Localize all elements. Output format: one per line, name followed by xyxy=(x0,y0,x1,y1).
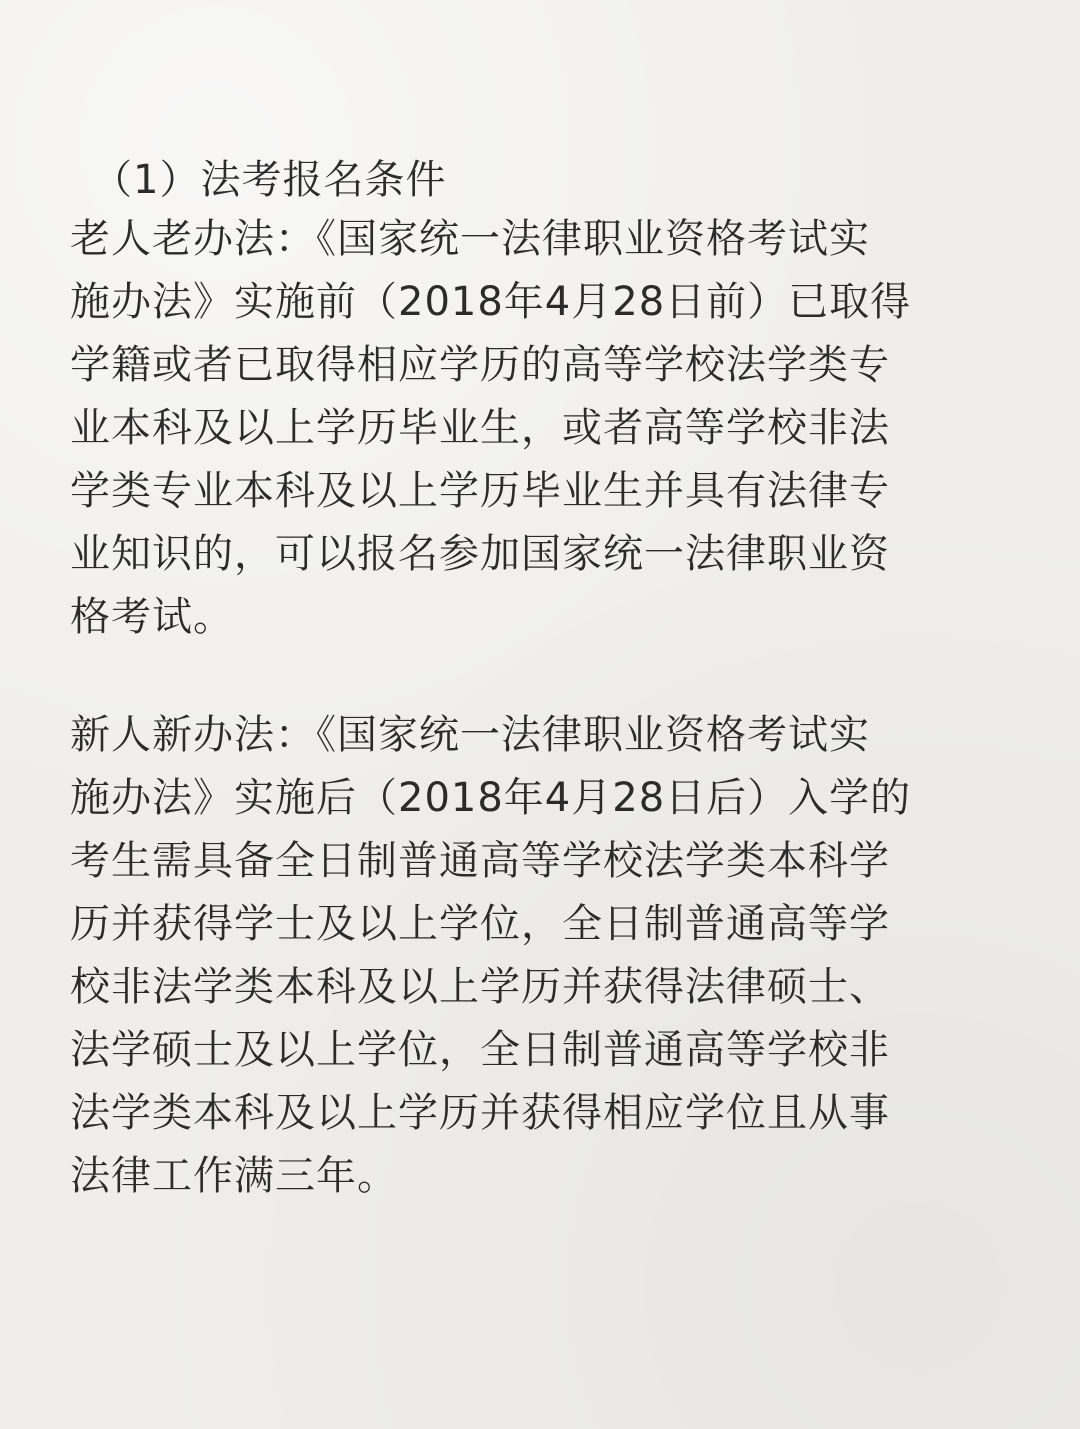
paragraph-new-rules: 新人新办法：《国家统一法律职业资格考试实 施办法》实施后（2018年4月28日后）入学的 考生需具备全日制普通高等学校法学类本科学 历并获得学士及以上学位，全日制普通高等学 校非法学类本科及以上学历并获得法律硕士、 法学硕士及以上学位，全日制普通高等学校非 法学类本科及以上学历并获得相应学位且从事 法律工作满三年。 xyxy=(70,712,912,1199)
paragraph-spacer xyxy=(70,649,1000,704)
document-body xyxy=(70,152,1000,1208)
paragraph-old-rules: 老人老办法：《国家统一法律职业资格考试实 施办法》实施前（2018年4月28日前）已取得 学籍或者已取得相应学历的高等学校法学类专 业本科及以上学历毕业生，或者高等学校非法 学类专业本科及以上学历毕业生并具有法律专 业知识的，可以报名参加国家统一法律职业资 格考试。 xyxy=(70,216,912,640)
section-heading: （1）法考报名条件 xyxy=(92,157,447,203)
